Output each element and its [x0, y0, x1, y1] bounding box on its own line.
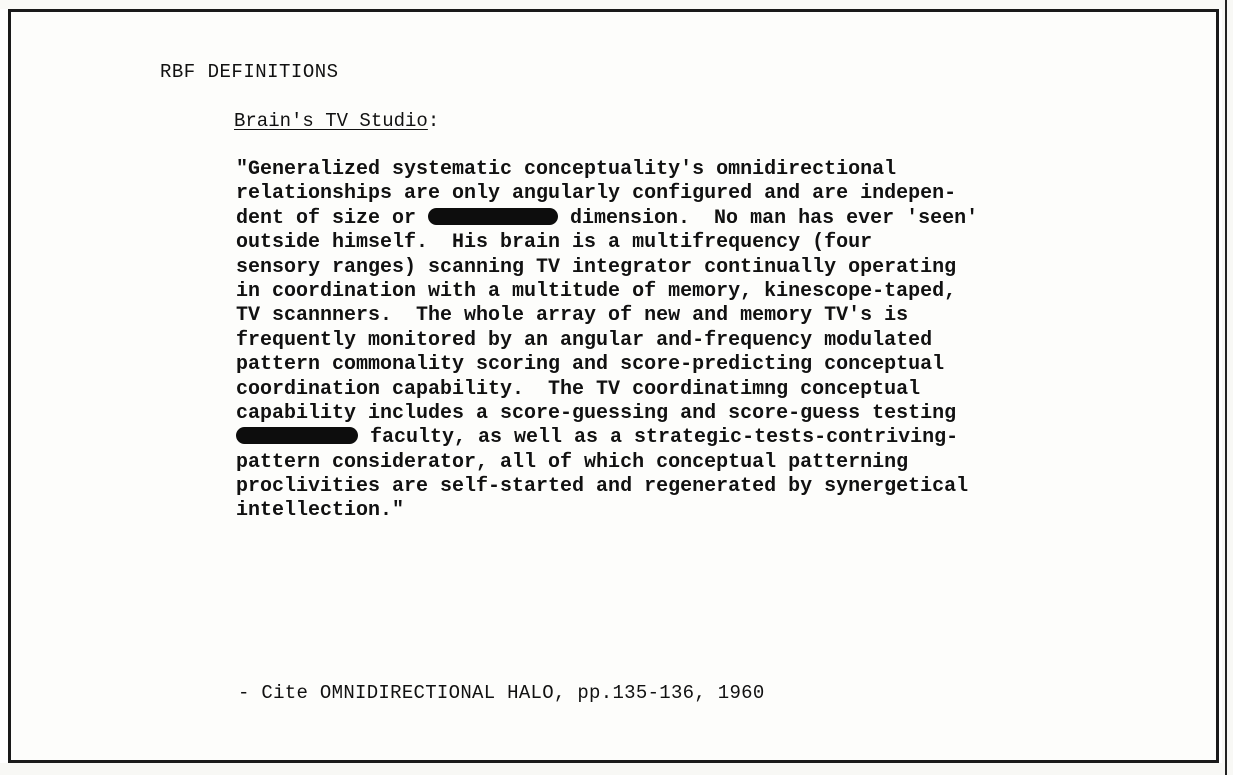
- quote-line: [236, 475, 978, 499]
- quote-line: [236, 353, 978, 377]
- quote-line: [236, 158, 978, 182]
- citation: - Cite OMNIDIRECTIONAL HALO, pp.135-136, 1960: [238, 682, 765, 704]
- quote-text: relationships are only angularly configured and are indepen-: [236, 182, 957, 206]
- quote-line: [236, 280, 978, 304]
- quote-text: proclivities are self-started and regenerated by synergetical: [236, 475, 969, 499]
- quote-text: coordination capability. The TV coordinatimng conceptual: [236, 377, 921, 401]
- quote-text: sensory ranges) scanning TV integrator continually operating: [236, 255, 957, 279]
- quote-line: [236, 499, 978, 523]
- entry-title-colon: :: [427, 110, 440, 132]
- quote-text: faculty, as well as a strategic-tests-contriving-: [358, 426, 959, 450]
- redaction-mark: [428, 208, 558, 225]
- quote-text: outside himself. His brain is a multifrequency (four: [236, 231, 873, 255]
- next-card-edge: [1225, 0, 1227, 775]
- card-heading: RBF DEFINITIONS: [160, 61, 339, 83]
- quote-text: intellection.": [236, 499, 405, 523]
- redaction-mark: [236, 427, 358, 444]
- quote-text: dent of size or: [236, 206, 429, 230]
- quote-line: [236, 378, 978, 402]
- scan-bottom-margin: [0, 763, 1233, 775]
- quote-text: in coordination with a multitude of memory, kinescope-taped,: [236, 279, 957, 303]
- entry-title-text: Brain's TV Studio: [234, 110, 428, 132]
- quote-line: [236, 426, 978, 450]
- scan-right-margin: [1222, 0, 1233, 775]
- quote-text: TV scannners. The whole array of new and memory TV's is: [236, 304, 909, 328]
- quote-text: dimension. No man has ever 'seen': [558, 206, 979, 230]
- quote-text: capability includes a score-guessing and score-guess testing: [236, 401, 957, 425]
- quote-line: [236, 304, 978, 328]
- quote-line: [236, 207, 978, 231]
- quote-text: frequently monitored by an angular and-frequency modulated: [236, 328, 933, 352]
- quote-text: pattern commonality scoring and score-predicting conceptual: [236, 353, 945, 377]
- quote-line: [236, 402, 978, 426]
- quote-line: [236, 182, 978, 206]
- definition-quote: [236, 158, 978, 524]
- quote-line: [236, 256, 978, 280]
- scan-top-margin: [0, 0, 1233, 9]
- quote-line: [236, 231, 978, 255]
- quote-line: [236, 329, 978, 353]
- quote-text: "Generalized systematic conceptuality's omnidirectional: [236, 158, 897, 181]
- entry-title: [234, 110, 439, 132]
- quote-text: pattern considerator, all of which conceptual patterning: [236, 450, 909, 474]
- quote-line: [236, 451, 978, 475]
